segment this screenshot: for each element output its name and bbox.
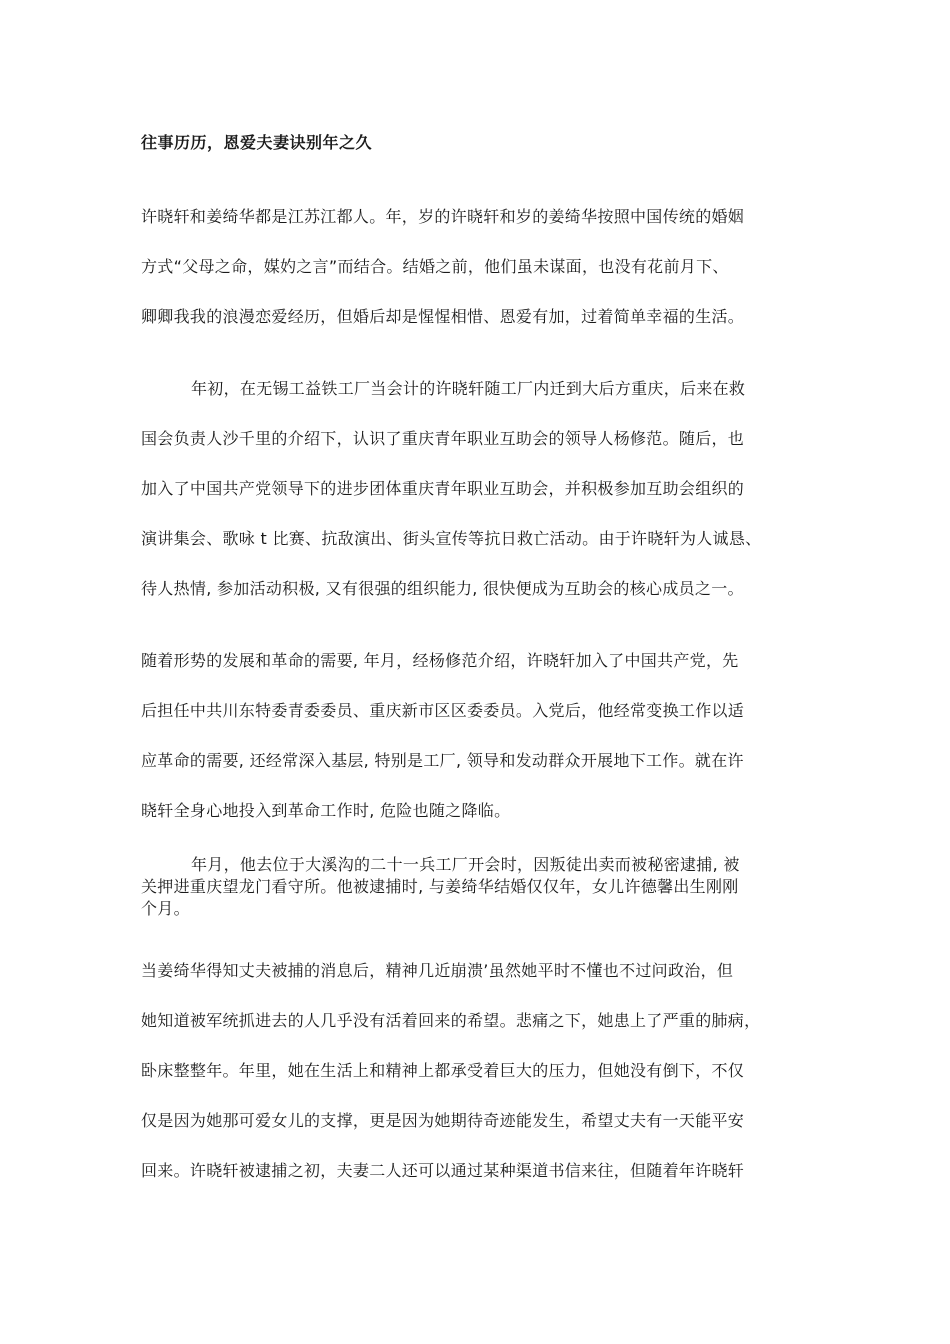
paragraph-4-line-3: 个月。 (141, 899, 190, 918)
paragraph-5-line-4: 仅是因为她那可爱女儿的支撑，更是因为她期待奇迹能发生，希望丈夫有一天能平安 (141, 1111, 745, 1130)
paragraph-1-line-3: 卿卿我我的浪漫恋爱经历，但婚后却是惺惺相惜、恩爱有加，过着简单幸福的生活。 (141, 307, 745, 326)
document-title: 往事历历，恩爱夫妻诀别年之久 (141, 133, 373, 152)
paragraph-2-line-1: 年初，在无锡工益铁工厂当会计的许晓轩随工厂内迁到大后方重庆，后来在救 (191, 379, 746, 398)
paragraph-2-line-2: 国会负责人沙千里的介绍下，认识了重庆青年职业互助会的领导人杨修范。随后，也 (141, 429, 745, 448)
paragraph-2-line-5: 待人热情, 参加活动积极, 又有很强的组织能力, 很快便成为互助会的核心成员之一。 (141, 579, 744, 598)
paragraph-2-line-4: 演讲集会、歌咏 t 比赛、抗敌演出、街头宣传等抗日救亡活动。由于许晓轩为人诚恳、 (141, 529, 762, 548)
paragraph-3-line-3: 应革命的需要, 还经常深入基层, 特别是工厂, 领导和发动群众开展地下工作。就在许 (141, 751, 744, 770)
paragraph-5-line-2: 她知道被军统抓进去的人几乎没有活着回来的希望。悲痛之下，她患上了严重的肺病， (141, 1011, 761, 1030)
paragraph-4-line-1: 年月，他去位于大溪沟的二十一兵工厂开会时，因叛徒出卖而被秘密逮捕, 被 (191, 855, 740, 874)
paragraph-1-line-1: 许晓轩和姜绮华都是江苏江都人。年，岁的许晓轩和岁的姜绮华按照中国传统的婚姻 (141, 207, 745, 226)
paragraph-3-line-2: 后担任中共川东特委青委委员、重庆新市区区委委员。入党后，他经常变换工作以适 (141, 701, 745, 720)
paragraph-5-line-1: 当姜绮华得知丈夫被捕的消息后，精神几近崩溃’虽然她平时不懂也不过问政治，但 (141, 961, 734, 980)
paragraph-5-line-5: 回来。许晓轩被逮捕之初，夫妻二人还可以通过某种渠道书信来往，但随着年许晓轩 (141, 1161, 745, 1180)
paragraph-3-line-1: 随着形势的发展和革命的需要, 年月，经杨修范介绍，许晓轩加入了中国共产党，先 (141, 651, 739, 670)
paragraph-3-line-4: 晓轩全身心地投入到革命工作时, 危险也随之降临。 (141, 801, 511, 820)
paragraph-2-line-3: 加入了中国共产党领导下的进步团体重庆青年职业互助会，并积极参加互助会组织的 (141, 479, 745, 498)
paragraph-5-line-3: 卧床整整年。年里，她在生活上和精神上都承受着巨大的压力，但她没有倒下，不仅 (141, 1061, 745, 1080)
paragraph-4-line-2: 关押进重庆望龙门看守所。他被逮捕时, 与姜绮华结婚仅仅年，女儿许德馨出生刚刚 (141, 877, 739, 896)
paragraph-1-line-2: 方式“父母之命，媒妁之言”而结合。结婚之前，他们虽未谋面，也没有花前月下、 (141, 257, 729, 276)
